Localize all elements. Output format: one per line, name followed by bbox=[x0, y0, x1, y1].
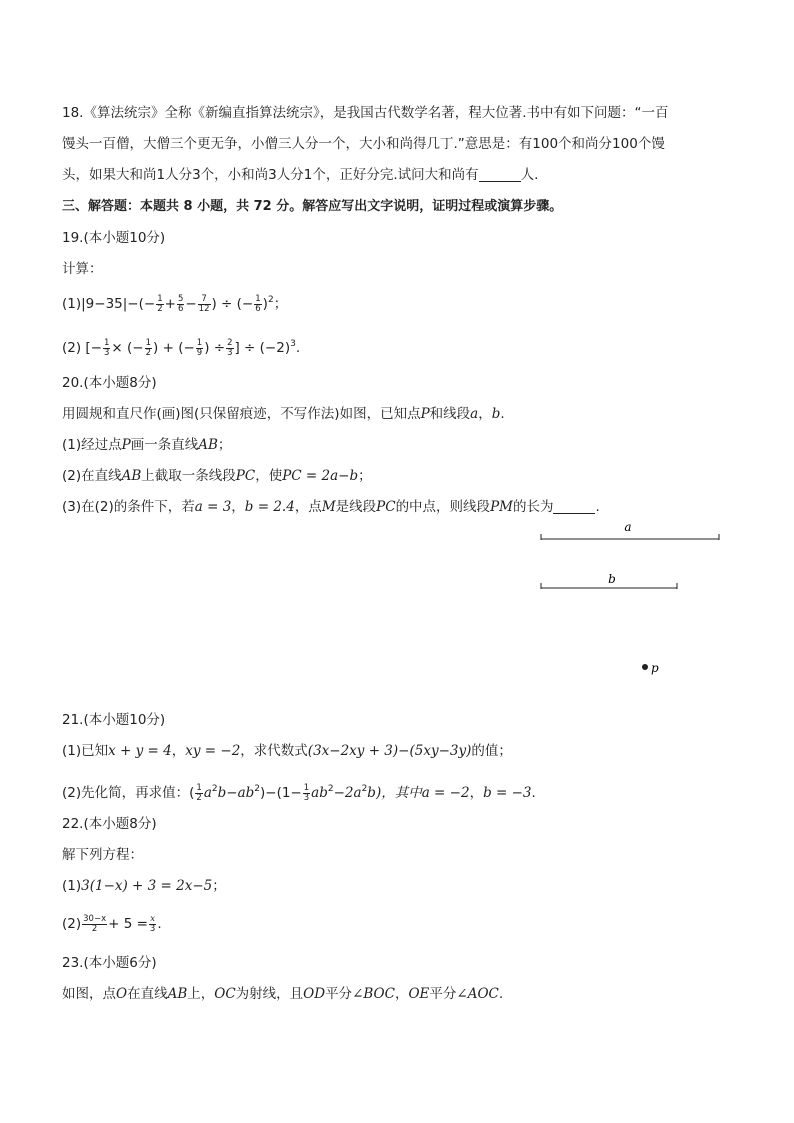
text: ， bbox=[231, 499, 245, 515]
q22-header: 22.(本小题8分) bbox=[62, 816, 157, 832]
var: AB bbox=[121, 468, 142, 484]
q20-header: 20.(本小题8分) bbox=[62, 375, 157, 391]
var: AB bbox=[167, 986, 188, 1002]
angle: ∠AOC bbox=[456, 986, 499, 1002]
q21-part-2 bbox=[62, 779, 536, 803]
text: 是线段 bbox=[335, 499, 377, 515]
expr-text: ； bbox=[273, 296, 288, 312]
exponent: 2 bbox=[361, 784, 368, 794]
exponent: 2 bbox=[327, 784, 334, 794]
var: ab bbox=[311, 785, 328, 801]
text: ， bbox=[478, 406, 492, 422]
text: 和线段 bbox=[429, 406, 471, 422]
var: −2a bbox=[333, 785, 362, 801]
text: ， bbox=[394, 986, 409, 1002]
equation: a = 3 bbox=[194, 499, 232, 515]
expr-text: + bbox=[164, 296, 176, 312]
segment-a bbox=[541, 534, 719, 540]
text: 为射线，且 bbox=[235, 986, 304, 1002]
q19-intro: 计算： bbox=[62, 261, 103, 277]
text: ； bbox=[217, 437, 232, 453]
text: . bbox=[500, 406, 505, 422]
equation: b = 2.4 bbox=[244, 499, 295, 515]
exponent: 2 bbox=[211, 784, 218, 794]
fraction: $\frac{1}{2}$ bbox=[196, 782, 202, 803]
q21-header: 21.(本小题10分) bbox=[62, 712, 166, 728]
equation: b = −3 bbox=[483, 785, 532, 801]
text: (1) bbox=[62, 878, 82, 894]
q22-intro: 解下列方程： bbox=[62, 847, 143, 863]
var: P bbox=[121, 437, 131, 453]
q23-header: 23.(本小题6分) bbox=[62, 955, 157, 971]
text: 如图，点 bbox=[62, 986, 116, 1002]
expr-text: − bbox=[185, 296, 197, 312]
text: 的长为 bbox=[512, 499, 554, 515]
q18-line-3-text: 头，如果大和尚1人分3个，小和尚3人分1个，正好分完.试问大和尚有 bbox=[62, 167, 479, 183]
equation: 3(1−x) + 3 = 2x−5 bbox=[81, 878, 213, 894]
var: OE bbox=[408, 986, 430, 1002]
text: 平分 bbox=[429, 986, 457, 1002]
var: OD bbox=[303, 986, 326, 1002]
text: ， bbox=[171, 743, 186, 759]
q23-text bbox=[62, 984, 503, 1004]
fraction: $\frac{1}{6}$ bbox=[255, 293, 261, 314]
q18-line-2: 馒头一百僧，大僧三个更无争，小僧三人分一个，大小和尚得几丁.”意思是：有100个和尚分100个馒 bbox=[62, 136, 665, 152]
equation: x + y = 4 bbox=[108, 743, 172, 759]
fraction: $\frac{1}{3}$ bbox=[104, 337, 110, 358]
var: AB bbox=[198, 437, 218, 453]
fraction: $\frac{1}{2}$ bbox=[145, 337, 152, 358]
var: PC bbox=[235, 468, 256, 484]
var: P bbox=[420, 406, 430, 422]
fraction: $\frac{5}{6}$ bbox=[177, 293, 184, 314]
var: PM bbox=[490, 499, 513, 515]
equation: (3x−2xy + 3)−(5xy−3y) bbox=[307, 743, 472, 759]
text: ，使 bbox=[255, 468, 283, 484]
text: (1)已知 bbox=[62, 743, 109, 759]
fraction: $\frac{30-x}{2}$ bbox=[83, 913, 107, 934]
label-a: a bbox=[624, 520, 632, 534]
exponent: 2 bbox=[267, 295, 274, 305]
expr-text: ) + (− bbox=[153, 340, 195, 356]
text: ，点 bbox=[294, 499, 322, 515]
text: (2)先化简，再求值：( bbox=[62, 785, 195, 801]
angle: ∠BOC bbox=[352, 986, 395, 1002]
equation: xy = −2 bbox=[185, 743, 241, 759]
label-b: b bbox=[608, 572, 616, 586]
fraction: $\frac{7}{12}$ bbox=[198, 293, 210, 314]
exponent: 3 bbox=[290, 339, 296, 349]
text: 上截取一条线段 bbox=[141, 468, 236, 484]
var: OC bbox=[214, 986, 236, 1002]
q22-part-1 bbox=[62, 876, 226, 896]
expr-text: ) bbox=[262, 296, 268, 312]
q18-line-1: 18.《算法统宗》全称《新编直指算法统宗》，是我国古代数学名著，程大位著.书中有如下问题：“一百 bbox=[62, 105, 669, 121]
expr-text: (1)|9−35|−(− bbox=[62, 296, 156, 312]
var: b)，其中 bbox=[367, 785, 422, 801]
equation: PC = 2a−b bbox=[282, 468, 359, 484]
text: 的值； bbox=[471, 743, 512, 759]
text: (2)在直线 bbox=[62, 468, 122, 484]
fraction: $\frac{x}{3}$ bbox=[149, 913, 156, 934]
var: M bbox=[321, 499, 336, 515]
var: b bbox=[491, 406, 501, 422]
section-heading: 三、解答题：本题共 8 小题，共 72 分。解答应写出文字说明，证明过程或演算步骤。 bbox=[62, 199, 563, 214]
fraction: $\frac{1}{3}$ bbox=[303, 782, 310, 803]
var: b−ab bbox=[217, 785, 255, 801]
equation: a = −2 bbox=[421, 785, 470, 801]
text: + 5 = bbox=[108, 916, 148, 932]
expr-text: . bbox=[295, 340, 301, 356]
text: 画一条直线 bbox=[130, 437, 199, 453]
text: ，求代数式 bbox=[240, 743, 308, 759]
expr-text: ) ÷ bbox=[204, 340, 226, 356]
q18-line-3-end: 人. bbox=[520, 167, 539, 183]
var: O bbox=[116, 986, 128, 1002]
q21-part-1 bbox=[62, 741, 512, 761]
text: . bbox=[531, 785, 536, 801]
text: . bbox=[498, 986, 504, 1002]
fraction: $\frac{1}{2}$ bbox=[157, 293, 163, 314]
label-p: p bbox=[651, 661, 659, 675]
q22-part-2 bbox=[62, 914, 162, 934]
text: 的中点，则线段 bbox=[395, 499, 491, 515]
text: 用圆规和直尺作(画)图(只保留痕迹，不写作法)如图，已知点 bbox=[62, 406, 421, 422]
q19-header: 19.(本小题10分) bbox=[62, 230, 166, 246]
text: . bbox=[157, 916, 162, 932]
text: 平分 bbox=[325, 986, 353, 1002]
fraction: $\frac{2}{3}$ bbox=[227, 337, 233, 358]
text: )−(1− bbox=[260, 785, 302, 801]
text: 上， bbox=[187, 986, 215, 1002]
expr-text: (2) [− bbox=[62, 340, 102, 356]
fraction: $\frac{1}{9}$ bbox=[196, 337, 203, 358]
text: (1)经过点 bbox=[62, 437, 122, 453]
text: ； bbox=[358, 468, 372, 484]
text: 在直线 bbox=[127, 986, 168, 1002]
var: a bbox=[470, 406, 479, 422]
var: a bbox=[203, 785, 212, 801]
text: ， bbox=[469, 785, 484, 801]
var: PC bbox=[376, 499, 396, 515]
text: (3)在(2)的条件下，若 bbox=[62, 499, 195, 515]
text: ； bbox=[212, 878, 226, 894]
point-p bbox=[642, 664, 648, 670]
expr-text: ] ÷ (−2) bbox=[234, 340, 291, 356]
expr-text: × (− bbox=[111, 340, 144, 356]
exponent: 2 bbox=[254, 784, 260, 794]
text: (2) bbox=[62, 916, 82, 932]
text: . bbox=[595, 499, 600, 515]
expr-text: ) ÷ (− bbox=[211, 296, 254, 312]
